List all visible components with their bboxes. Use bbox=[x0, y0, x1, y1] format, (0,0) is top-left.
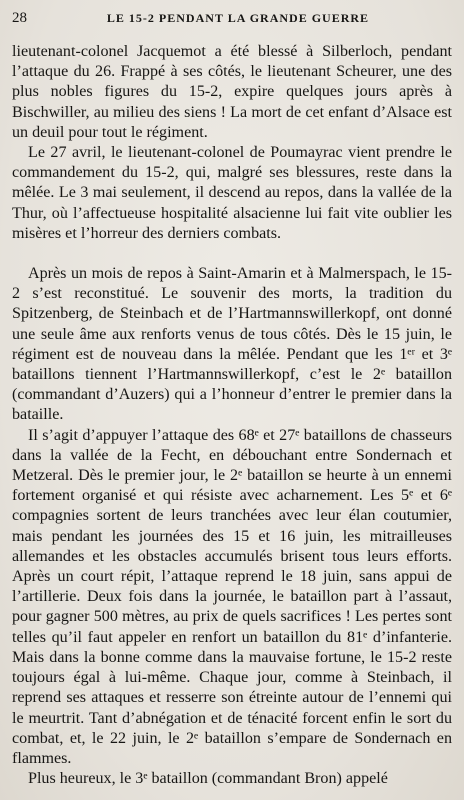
paragraph-2: Le 27 avril, le lieutenant-colonel de Poumayrac vient prendre le commandement du 15-2, qui, malgré ses blessures, reste dans la mêlée. Le 3 mai seulement, il descend au repos, dans la vallée de la Thur, où l’affectueuse hospitalité alsacienne lui fait vite oublier les misères et l’horreur des derniers combats. bbox=[12, 144, 452, 242]
body-text bbox=[12, 42, 452, 789]
page-header bbox=[12, 10, 452, 34]
paragraph-5: Plus heureux, le 3ᵉ bataillon (commandant Bron) appelé bbox=[28, 770, 388, 788]
paragraph-3: Après un mois de repos à Saint-Amarin et à Malmerspach, le 15-2 s’est reconstitué. Le souvenir des morts, la tradition du Spitzenberg, de Steinbach et de l’Hartmannswillerkopf, ont donné une seule âme aux renforts venus de tous côtés. Dès le 15 juin, le régiment est de nouveau dans la mêlée. Pendant que les 1ᵉʳ et 3ᵉ bataillons tiennent l’Hartmannswillerkopf, c’est le 2ᵉ bataillon (commandant d’Auzers) qui a l’honneur d’entrer le premier dans la bataille. bbox=[12, 265, 452, 424]
running-title: LE 15-2 PENDANT LA GRANDE GUERRE bbox=[106, 11, 370, 25]
page-number: 28 bbox=[12, 10, 27, 26]
paragraph-1: lieutenant-colonel Jacquemot a été blessé à Silberloch, pendant l’attaque du 26. Frappé à ses côtés, le lieutenant Scheurer, une des plus nobles figures du 15-2, expire quelques jours après à Bischwiller, au milieu des siens ! La mort de cet enfant d’Alsace est un deuil pour tout le régiment. bbox=[12, 43, 452, 141]
paragraph-4: Il s’agit d’appuyer l’attaque des 68ᵉ et 27ᵉ bataillons de chasseurs dans la vallée de la Fecht, en débouchant entre Sondernach et Metzeral. Dès le premier jour, le 2ᵉ bataillon se heurte à un ennemi fortement organisé et qui résiste avec acharnement. Les 5ᵉ et 6ᵉ compagnies sortent de leurs tranchées avec leur élan coutumier, mais pendant les journées des 15 et 16 juin, les mitrailleuses allemandes et les obstacles accumulés brisent tous leurs efforts. Après un court répit, l’attaque reprend le 18 juin, sans appui de l’artillerie. Deux fois dans la journée, le bataillon part à l’assaut, pour gagner 500 mètres, au prix de quels sacrifices ! Les pertes sont telles qu’il faut appeler en renfort un bataillon du 81ᵉ d’infanterie. Mais dans la bonne comme dans la mauvaise fortune, le 15-2 reste toujours égal à lui-même. Chaque jour, comme à Steinbach, il reprend ses attaques et resserre son étreinte autour de l’ennemi qui le meurtrit. Tant d’abnégation et de ténacité forcent enfin le sort du combat, et, le 22 juin, le 2ᵉ bataillon s’empare de Sondernach en flammes. bbox=[12, 426, 452, 767]
